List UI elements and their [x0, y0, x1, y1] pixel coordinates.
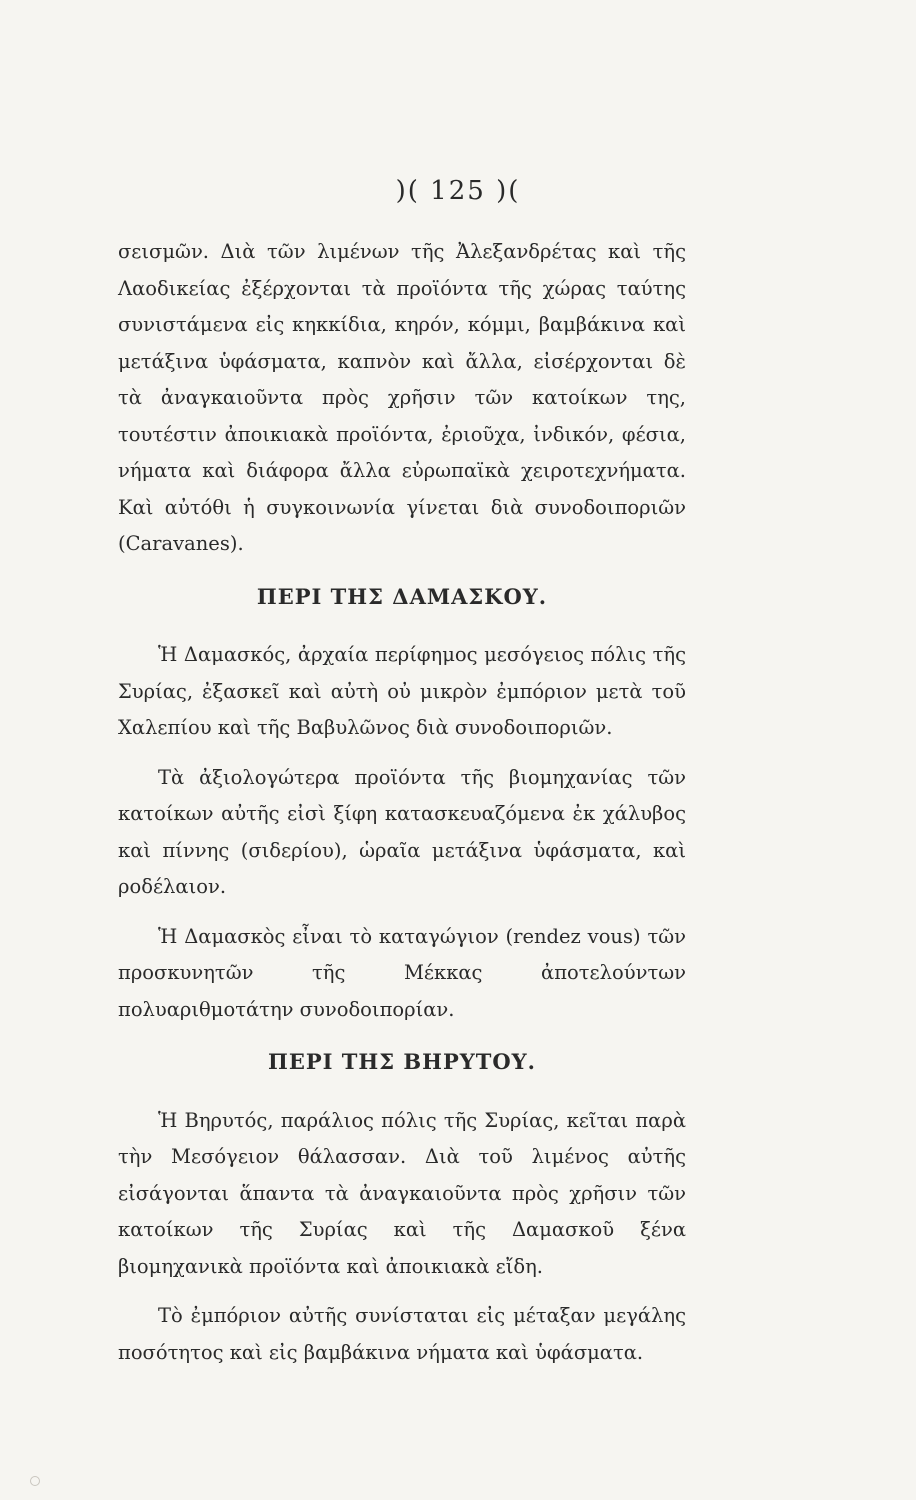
- page-number: )( 125 )(: [395, 176, 521, 206]
- paper-spot: [30, 1476, 40, 1486]
- paragraph-continuation: σεισμῶν. Διὰ τῶν λιμένων τῆς Ἀλεξανδρέτας καὶ τῆς Λαοδικείας ἐξέρχονται τὰ προϊόντα τῆς χώρας ταύτης συνιστάμενα εἰς κηκκίδια, κηρόν, κόμμι, βαμβάκινα καὶ μετάξινα ὑφάσματα, καπνὸν καὶ ἄλλα, εἰσέρχονται δὲ τὰ ἀναγκαιοῦντα πρὸς χρῆσιν τῶν κατοίκων της, τουτέστιν ἀποικιακὰ προϊόντα, ἐριοῦχα, ἰνδικόν, φέσια, νήματα καὶ διάφορα ἄλλα εὐρωπαϊκὰ χειροτεχνήματα. Καὶ αὐτόθι ἡ συγκοινωνία γίνεται διὰ συνοδοιποριῶν (Caravanes).: [118, 240, 686, 555]
- paragraph-beirut-2: Τὸ ἐμπόριον αὐτῆς συνίσταται εἰς μέταξαν μεγάλης ποσότητος καὶ εἰς βαμβάκινα νήματα καὶ ὑφάσματα.: [118, 1304, 686, 1364]
- page-body: [118, 234, 686, 1371]
- paragraph-damascus-3: Ἡ Δαμασκὸς εἶναι τὸ καταγώγιον (rendez vous) τῶν προσκυνητῶν τῆς Μέκκας ἀποτελούντων πολυαριθμοτάτην συνοδοιπορίαν.: [118, 924, 686, 1021]
- paragraph-damascus-2: Τὰ ἀξιολογώτερα προϊόντα τῆς βιομηχανίας τῶν κατοίκων αὐτῆς εἰσὶ ξίφη κατασκευαζόμενα ἐκ χάλυβος καὶ πίννης (σιδερίου), ὡραῖα μετάξινα ὑφάσματα, καὶ ροδέλαιον.: [118, 765, 686, 898]
- section-damascus: [118, 579, 686, 1029]
- section-heading-beirut: ΠΕΡΙ ΤΗΣ ΒΗΡΥΤΟΥ.: [268, 1049, 536, 1074]
- section-heading-damascus: ΠΕΡΙ ΤΗΣ ΔΑΜΑΣΚΟΥ.: [256, 583, 548, 609]
- section-beirut: [118, 1044, 686, 1371]
- paragraph-damascus-1: Ἡ Δαμασκός, ἀρχαία περίφημος μεσόγειος πόλις τῆς Συρίας, ἐξασκεῖ καὶ αὐτὴ οὐ μικρὸν ἐμπόριον μετὰ τοῦ Χαλεπίου καὶ τῆς Βαβυλῶνος διὰ συνοδοιποριῶν.: [118, 643, 686, 739]
- paragraph-beirut-1: Ἡ Βηρυτός, παράλιος πόλις τῆς Συρίας, κεῖται παρὰ τὴν Μεσόγειον θάλασσαν. Διὰ τοῦ λιμένος αὐτῆς εἰσάγονται ἅπαντα τὰ ἀναγκαιοῦντα πρὸς χρῆσιν τῶν κατοίκων τῆς Συρίας καὶ τῆς Δαμασκοῦ ξένα βιομηχανικὰ προϊόντα καὶ ἀποικιακὰ εἴδη.: [118, 1108, 686, 1278]
